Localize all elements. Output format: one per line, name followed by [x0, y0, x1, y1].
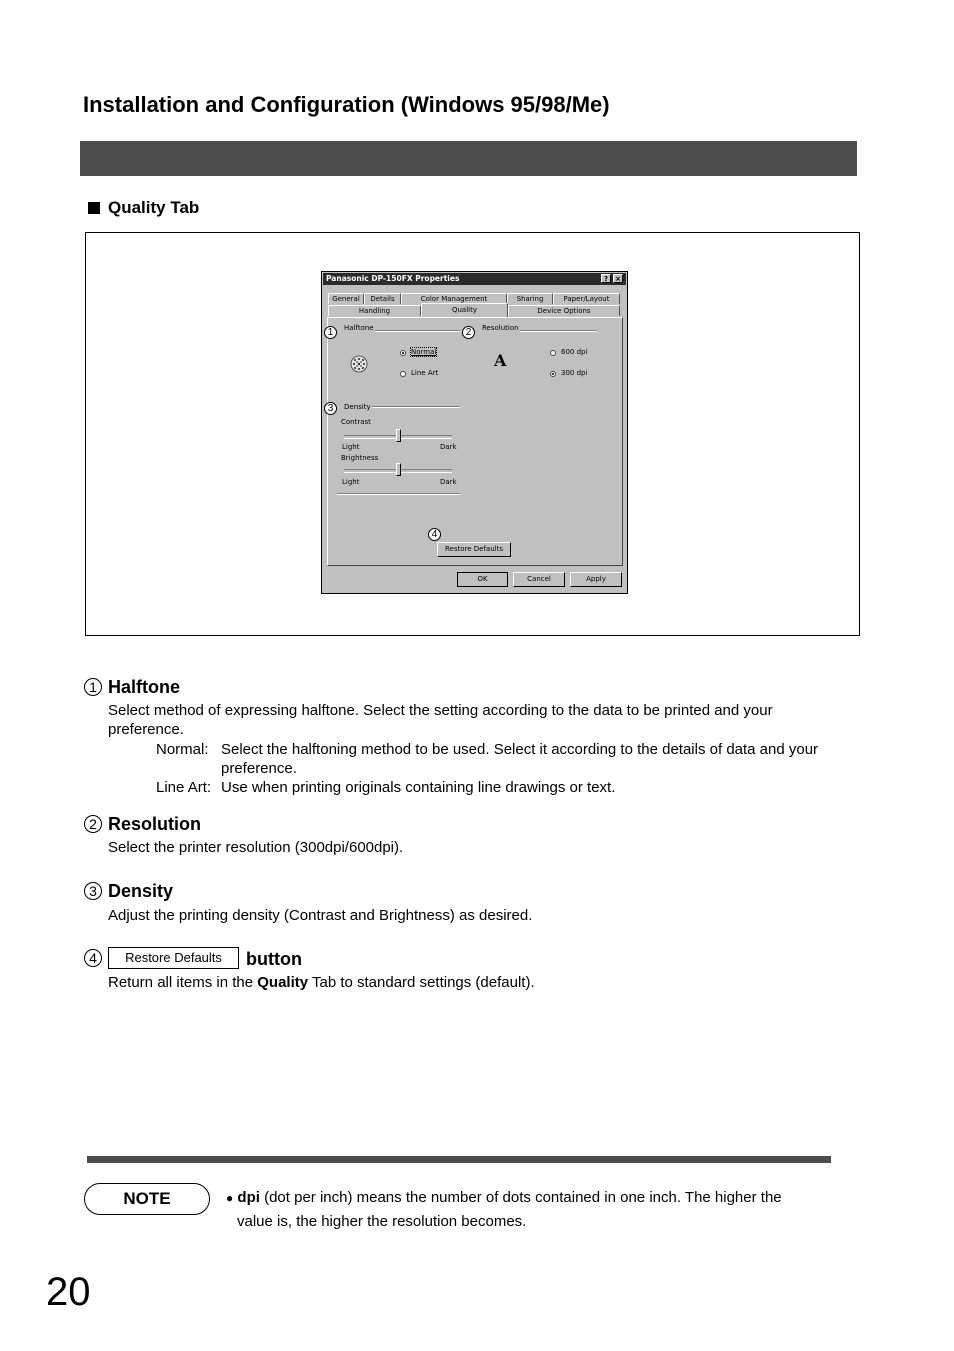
density-description: Adjust the printing density (Contrast and Brightness) as desired.	[108, 907, 533, 924]
item-number-4: 4	[84, 949, 102, 967]
note-text-1: (dot per inch) means the number of dots contained in one inch. The higher the	[259, 1189, 782, 1206]
button-title: button	[246, 949, 302, 969]
restore-defaults-description	[108, 973, 535, 992]
dialog-titlebar	[323, 273, 626, 285]
resolution-600-label[interactable]: 600 dpi	[561, 348, 588, 356]
item-number-1: 1	[84, 678, 102, 696]
restore-text-bold: Quality	[257, 974, 309, 991]
callout-4: 4	[428, 528, 441, 541]
dialog-title: Panasonic DP-150FX Properties	[326, 274, 460, 283]
close-button[interactable]: ×	[613, 274, 623, 283]
square-bullet-icon	[88, 202, 100, 214]
resolution-preview-glyph: A	[494, 351, 507, 370]
halftone-title: Halftone	[108, 677, 180, 697]
tab-sharing[interactable]: Sharing	[507, 293, 553, 304]
line-art-description: Use when printing originals containing line drawings or text.	[221, 779, 616, 796]
tab-paper-layout[interactable]: Paper/Layout	[553, 293, 620, 304]
halftone-normal-radio[interactable]	[400, 350, 406, 356]
brightness-light-label: Light	[342, 478, 360, 486]
resolution-group-label: Resolution	[482, 324, 519, 332]
density-title: Density	[108, 881, 174, 901]
resolution-title: Resolution	[108, 814, 201, 834]
apply-button[interactable]: Apply	[570, 572, 622, 587]
brightness-dark-label: Dark	[440, 478, 457, 486]
section-heading-label: Quality Tab	[108, 198, 200, 217]
normal-description-line1: Select the halftoning method to be used. Select it according to the details of data and your	[221, 741, 819, 758]
note-line-1	[226, 1188, 846, 1208]
item-number-2: 2	[84, 815, 102, 833]
contrast-label: Contrast	[341, 418, 371, 426]
halftone-line-art-radio[interactable]	[400, 371, 406, 377]
callout-1: 1	[324, 326, 337, 339]
bullet-icon: ●	[226, 1191, 234, 1205]
restore-defaults-inline-button: Restore Defaults	[108, 947, 239, 969]
resolution-300-radio[interactable]	[550, 371, 556, 377]
resolution-300-label[interactable]: 300 dpi	[561, 369, 588, 377]
ok-button[interactable]: OK	[457, 572, 508, 587]
restore-defaults-button[interactable]: Restore Defaults	[437, 542, 511, 557]
cancel-button[interactable]: Cancel	[513, 572, 565, 587]
item-number-3: 3	[84, 882, 102, 900]
halftone-description: Select method of expressing halftone. Select the setting according to the data to be printed and your preference.	[108, 702, 773, 738]
note-divider	[87, 1156, 831, 1163]
header-bar	[80, 141, 857, 176]
section-heading	[88, 198, 199, 218]
restore-text-after: Tab to standard settings (default).	[308, 974, 535, 991]
halftone-group-label: Halftone	[344, 324, 374, 332]
page-number: 20	[46, 1270, 91, 1314]
density-group-bottom-line	[337, 493, 460, 495]
properties-dialog	[321, 271, 628, 594]
density-group-label: Density	[344, 403, 371, 411]
tab-handling[interactable]: Handling	[328, 305, 421, 316]
tab-color-management[interactable]: Color Management	[401, 293, 507, 304]
note-label: NOTE	[84, 1183, 210, 1215]
note-line-2: value is, the higher the resolution becomes.	[237, 1213, 527, 1230]
halftone-normal-label[interactable]: Normal	[411, 348, 437, 356]
density-group-line	[368, 406, 460, 408]
line-art-term: Line Art:	[156, 779, 212, 796]
page-title: Installation and Configuration (Windows 95/98/Me)	[83, 92, 610, 117]
tab-details[interactable]: Details	[364, 293, 401, 304]
halftone-preview-icon	[349, 354, 369, 374]
normal-description-line2: preference.	[221, 760, 297, 777]
callout-2: 2	[462, 326, 475, 339]
contrast-dark-label: Dark	[440, 443, 457, 451]
brightness-slider-thumb[interactable]	[396, 463, 401, 476]
resolution-600-radio[interactable]	[550, 350, 556, 356]
tab-device-options[interactable]: Device Options	[508, 305, 620, 316]
restore-text-before: Return all items in the	[108, 974, 258, 991]
tab-general[interactable]: General	[328, 293, 364, 304]
brightness-label: Brightness	[341, 454, 379, 462]
halftone-line-art-label[interactable]: Line Art	[411, 369, 439, 377]
contrast-light-label: Light	[342, 443, 360, 451]
resolution-description: Select the printer resolution (300dpi/600dpi).	[108, 839, 404, 856]
help-button[interactable]: ?	[601, 274, 611, 283]
callout-3: 3	[324, 402, 337, 415]
normal-term: Normal:	[156, 741, 209, 758]
tab-quality[interactable]: Quality	[421, 303, 508, 317]
contrast-slider-thumb[interactable]	[396, 429, 401, 442]
halftone-group-line	[370, 330, 460, 332]
resolution-group-line	[517, 330, 597, 332]
note-bold-term: dpi	[237, 1189, 260, 1206]
